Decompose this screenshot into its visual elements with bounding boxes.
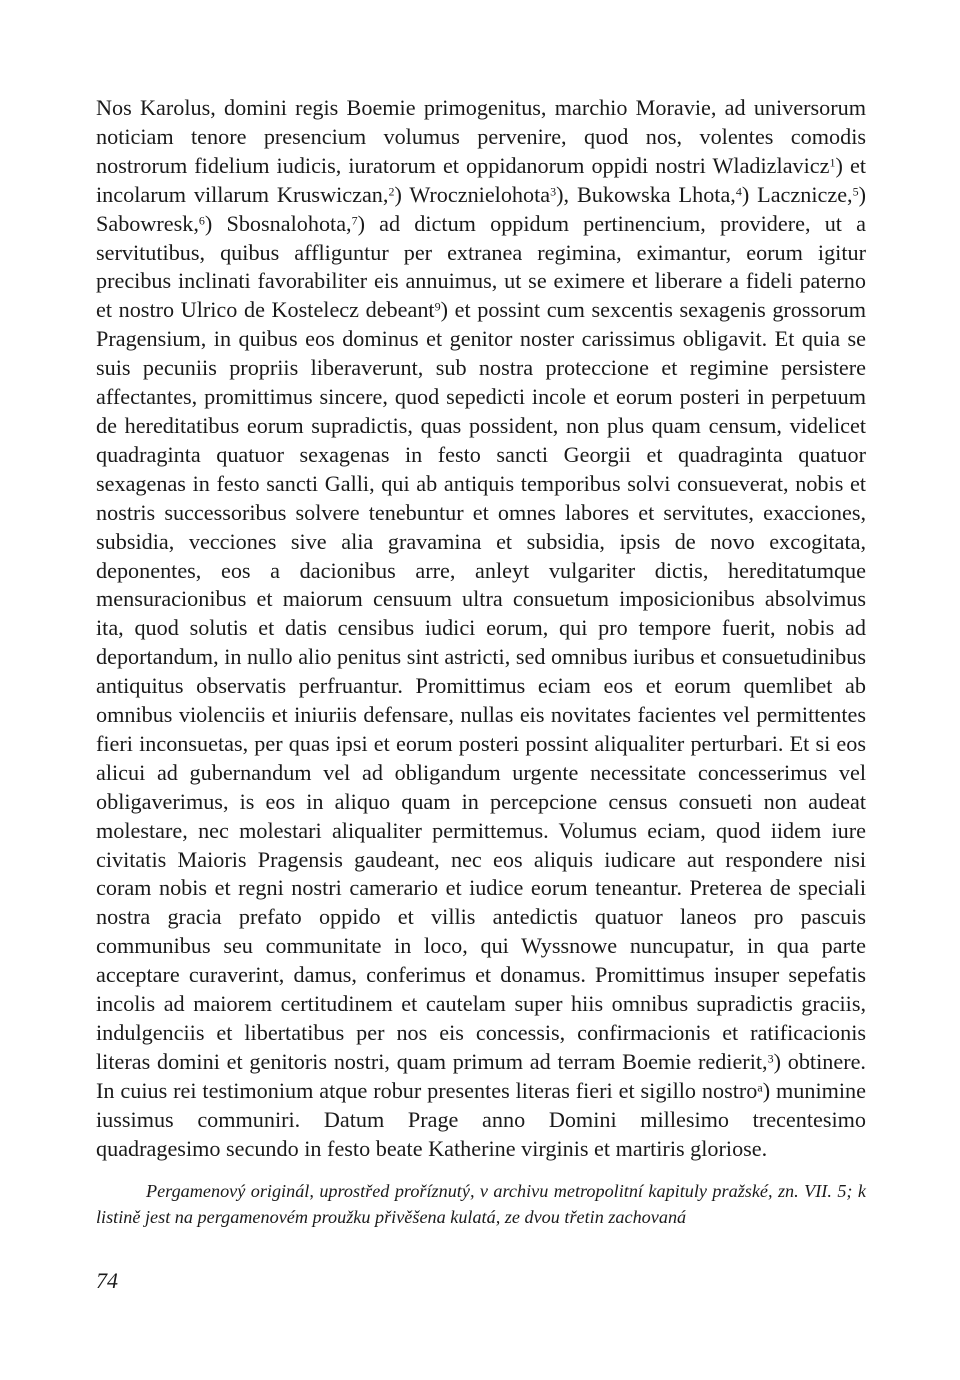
text-run: ) Sbosnalohota, [204, 210, 352, 236]
footnote-ref: 5 [852, 184, 859, 199]
source-note: Pergamenový originál, uprostřed proříznutý, v archivu metropolitní kapituly pražské, zn. VII. 5; k listině jest na pergamenovém proužku přivěšena kulatá, ze dvou třetin zachovaná [96, 1180, 866, 1228]
footnote-ref: 1 [829, 155, 836, 170]
text-run: ) munimine iussimus communiri. Datum Prage anno Domini millesimo trecentesimo quadragesimo secundo in festo beate Katherine virginis et martiris gloriose. [96, 1077, 866, 1161]
footnote-ref: 9 [434, 299, 441, 314]
footnote-ref: 3 [767, 1051, 774, 1066]
text-run: ), Bukowska Lhota, [556, 181, 736, 207]
footnote-ref: a [757, 1080, 763, 1095]
footnote-ref: 2 [388, 184, 395, 199]
footnote-ref: 3 [550, 184, 557, 199]
text-run: Nos Karolus, domini regis Boemie primogenitus, marchio Moravie, ad universorum noticiam tenore presencium volumus pervenire, quod nos, volentes comodis nostrorum fidelium iudicis, iuratorum et oppidanorum oppidi nostri Wladizlavicz [96, 95, 866, 178]
document-page [96, 94, 866, 1231]
text-run: ) Sabowresk, [96, 181, 866, 236]
text-run: ) Wrocznielohota [394, 181, 551, 207]
text-run: ) Lacznicze, [741, 181, 853, 207]
footnote-ref: 7 [351, 213, 358, 228]
text-run: ) obtinere. In cuius rei testimonium atque robur presentes literas fieri et sigillo nostro [96, 1048, 866, 1103]
text-run: ) et incolarum villarum Kruswiczan, [96, 152, 866, 207]
text-run: ) ad dictum oppidum pertinencium, providere, ut a servitutibus, quibus affliguntur per extranea regimina, eximantur, eorum igitur precibus inclinati favorabiliter eis annuimus, ut se eximere et liberare a fideli paterno et nostro Ulrico de Kostelecz debeant [96, 210, 866, 323]
footnote-ref: 4 [735, 184, 742, 199]
charter-text [96, 94, 866, 1164]
page-number: 74 [96, 1268, 118, 1293]
footnote-ref: 6 [198, 213, 205, 228]
text-run: ) et possint cum sexcentis sexagenis grossorum Pragensium, in quibus eos dominus et genitor noster carissimus obligavit. Et quia se suis pecuniis propriis liberaverunt, sub nostra proteccione et regimine persistere affectantes, promittimus sincere, quod sepedicti incole et eorum posteri in perpetuum de hereditatibus eorum supradictis, quas possident, non plus quam censum, videlicet quadraginta quatuor sexagenas in festo sancti Georgii et quadraginta quatuor sexagenas in festo sancti Galli, qui ab antiquis temporibus solvi consueverat, nobis et nostris successoribus solvere tenebuntur et omnes labores et servitutes, exacciones, subsidia, vecciones sive alia gravamina et subsidia, ipsis de novo excogitata, deponentes, eos a dacionibus arre, anleyt vulgariter dictis, hereditatumque mensuracionibus et maiorum censuum ultra consuetum imposicionibus absolvimus ita, quod solutis et datis censibus iudici eorum, qui pro tempore fuerit, nobis ad deportandum, in nullo alio penitus sint astricti, sed omnibus iuribus et consuetudinibus antiquitus observatis perfruantur. Promittimus eciam eos et eorum quemlibet ab omnibus violenciis et iniuriis defensare, nullas eis novitates facientes vel permittentes fieri inconsuetas, per quas ipsi et eorum posteri possint aliqualiter perturbari. Et si eos alicui ad gubernandum vel ad obligandum urgente necessitate concesserimus vel obligaverimus, is eos in aliquo quam in percepcione census consueti non audeat molestare, nec molestari aliqualiter permittemus. Volumus eciam, quod iidem iure civitatis Maioris Pragensis gaudeant, nec eos aliquis iudicare aut respondere nisi coram nobis et regni nostri camerario et iudice eorum teneantur. Preterea de speciali nostra gracia prefato oppido et villis antedictis quatuor laneos pro pascuis communibus seu communitate in loco, qui Wyssnowe nuncupatur, in qua parte acceptare curaverint, damus, conferimus et donamus. Promittimus insuper sepefatis incolis ad maiorem certitudinem et cautelam super hiis omnibus supradictis graciis, indulgenciis et libertatibus per nos eis concessis, confirmacionis et ratificacionis literas domini et genitoris nostri, quam primum ad terram Boemie redierit, [96, 297, 866, 1074]
